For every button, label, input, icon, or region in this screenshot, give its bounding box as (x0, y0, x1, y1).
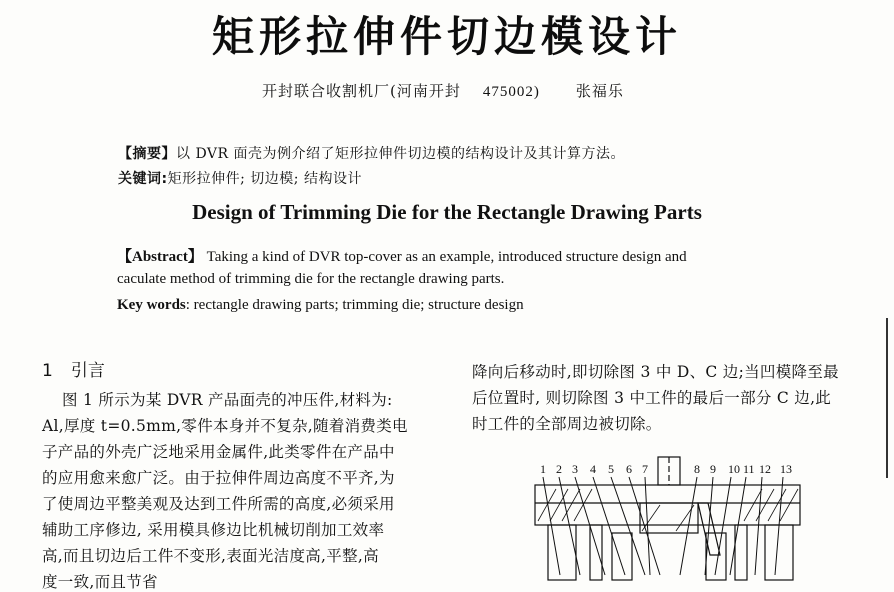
keywords-english-label: Key words (117, 297, 186, 313)
figure-part-label: 1 (540, 462, 546, 476)
right-column-line: 降向后移动时,即切除图 3 中 D、C 边;当凹模降至最 (472, 363, 839, 381)
left-column-line: 图 1 所示为某 DVR 产品面壳的冲压件,材料为: (62, 391, 393, 409)
figure-part-label: 12 (759, 462, 771, 476)
abstract-english-text-1: Taking a kind of DVR top-cover as an example, introduced structure design and (202, 249, 687, 265)
abstract-english-label: 【Abstract】 (117, 249, 203, 265)
section-heading (42, 356, 105, 381)
left-column-line: 度一致,而且节省 (42, 573, 158, 591)
author-name: 张福乐 (575, 82, 624, 100)
figure-leader-line (559, 477, 580, 575)
keywords-chinese (118, 168, 362, 188)
abstract-chinese-label: 【摘要】 (118, 146, 176, 162)
figure-leader-line (593, 477, 625, 575)
affiliation-line (262, 80, 624, 101)
trimming-die-figure (530, 455, 870, 586)
left-column-line: 子产品的外壳广泛地采用金属件,此类零件在产品中 (42, 443, 395, 461)
figure-part-label: 10 (728, 462, 740, 476)
figure-part-label: 3 (572, 462, 578, 476)
figure-part-label: 2 (556, 462, 562, 476)
abstract-english-line-1 (117, 245, 687, 266)
page-edge-rule (886, 318, 888, 478)
figure-part-label: 4 (590, 462, 596, 476)
figure-part-label: 5 (608, 462, 614, 476)
keywords-chinese-label: 关键词: (118, 171, 168, 187)
left-column-line: 了使周边平整美观及达到工件所需的高度,必须采用 (42, 495, 395, 513)
left-column-line: 高,而且切边后工件不变形,表面光洁度高,平整,高 (42, 547, 379, 565)
abstract-chinese (118, 143, 625, 163)
figure-leader-line (629, 477, 660, 575)
left-column-line: 的应用愈来愈广泛。由于拉伸件周边高度不平齐,为 (42, 469, 395, 487)
affiliation-org: 开封联合收割机厂(河南开封 (262, 82, 461, 100)
abstract-english-line-2: caculate method of trimming die for the rectangle drawing parts. (117, 271, 505, 287)
left-column-line: 辅助工序修边, 采用模具修边比机械切削加工效率 (42, 521, 385, 539)
figure-part-label: 9 (710, 462, 716, 476)
affiliation-postal-code: 475002) (482, 84, 540, 100)
abstract-chinese-text: 以 DVR 面壳为例介绍了矩形拉伸件切边模的结构设计及其计算方法。 (176, 146, 626, 162)
figure-leader-line (715, 477, 731, 575)
figure-part-label: 6 (626, 462, 632, 476)
left-column-line: Al,厚度 t=0.5mm,零件本身并不复杂,随着消费类电 (42, 417, 408, 435)
figure-leader-line (680, 477, 697, 575)
paper-title-chinese: 矩形拉伸件切边模设计 (211, 12, 682, 61)
figure-leader-line (730, 477, 746, 575)
right-column-line: 后位置时, 则切除图 3 中工件的最后一部分 C 边,此 (472, 389, 832, 407)
section-number: 1 (42, 361, 53, 381)
section-title: 引言 (70, 361, 105, 381)
keywords-english-text: : rectangle drawing parts; trimming die; structure design (185, 297, 524, 313)
figure-leader-line (755, 477, 762, 575)
figure-part-label: 8 (694, 462, 700, 476)
keywords-chinese-text: 矩形拉伸件; 切边模; 结构设计 (167, 171, 362, 187)
right-column-line: 时工件的全部周边被切除。 (472, 415, 662, 433)
figure-leader-line (543, 477, 560, 575)
figure-part-label: 7 (642, 462, 648, 476)
figure-part-label: 13 (780, 462, 792, 476)
figure-leader-line (775, 477, 783, 575)
figure-part-label: 11 (743, 462, 755, 476)
keywords-english (117, 297, 524, 314)
paper-title-english: Design of Trimming Die for the Rectangle Drawing Parts (192, 200, 702, 224)
